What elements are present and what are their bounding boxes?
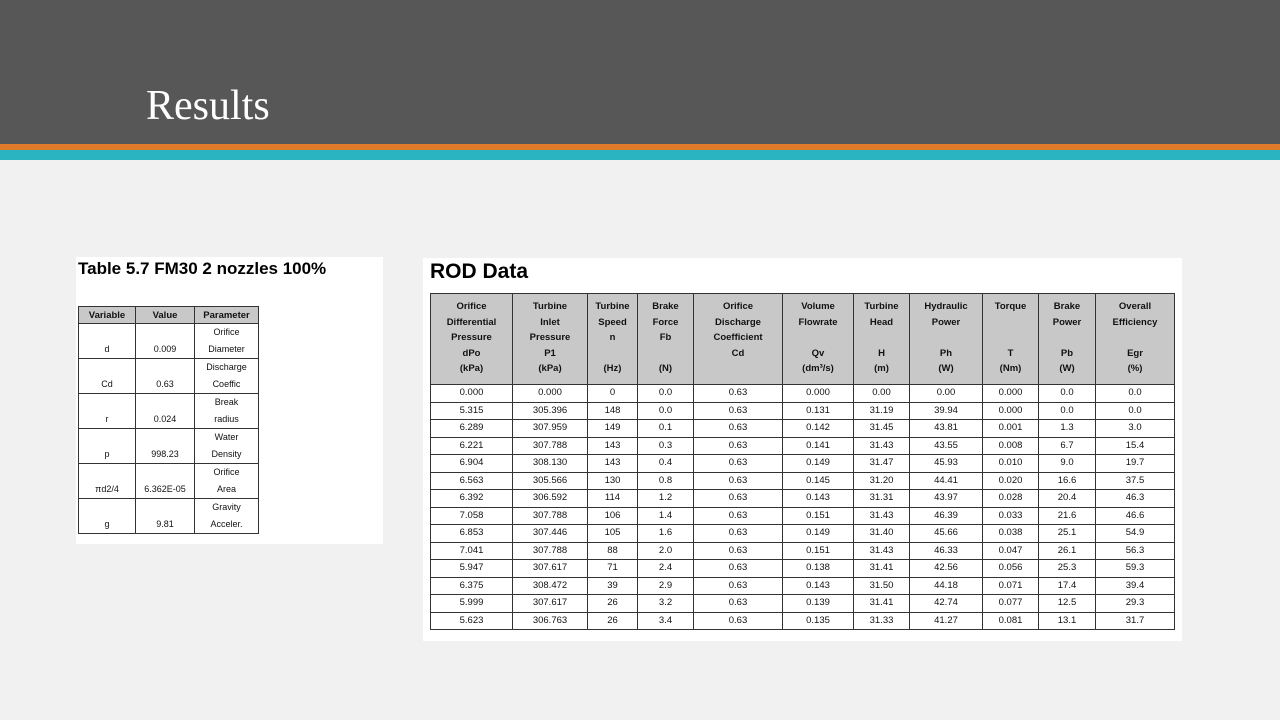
table-cell: 0.8 xyxy=(638,472,694,490)
table-row xyxy=(431,420,1175,438)
table-cell: 31.41 xyxy=(854,560,910,578)
rod-data-caption: ROD Data xyxy=(430,260,529,283)
table-row xyxy=(431,560,1175,578)
table-cell: 0.056 xyxy=(983,560,1039,578)
table-cell: 42.56 xyxy=(910,560,983,578)
parameter-line: Coeffic xyxy=(212,379,241,389)
table-cell: 0.028 xyxy=(983,490,1039,508)
table-cell: 0 xyxy=(588,385,638,403)
table-cell: 3.2 xyxy=(638,595,694,613)
table-cell: 31.33 xyxy=(854,612,910,630)
table-cell: 0.142 xyxy=(783,420,854,438)
table-cell: 5.999 xyxy=(431,595,513,613)
table-cell: 0.000 xyxy=(983,402,1039,420)
table-cell: 26.1 xyxy=(1039,542,1096,560)
parameter-line: Orifice xyxy=(213,467,240,477)
column-header: Turbine Inlet Pressure P1 (kPa) xyxy=(513,294,588,385)
column-header: Hydraulic Power Ph (W) xyxy=(910,294,983,385)
column-header: Brake Power Pb (W) xyxy=(1039,294,1096,385)
variable-cell: d xyxy=(79,324,136,359)
table-cell: 0.143 xyxy=(783,577,854,595)
table-cell: 0.038 xyxy=(983,525,1039,543)
table-cell: 9.0 xyxy=(1039,455,1096,473)
column-header: Variable xyxy=(79,307,136,324)
table-cell: 31.47 xyxy=(854,455,910,473)
table-cell: 0.000 xyxy=(431,385,513,403)
table-row xyxy=(431,525,1175,543)
table-cell: 31.19 xyxy=(854,402,910,420)
table-cell: 0.3 xyxy=(638,437,694,455)
table-cell: 307.788 xyxy=(513,507,588,525)
table-cell: 43.55 xyxy=(910,437,983,455)
table-cell: 0.000 xyxy=(783,385,854,403)
table-cell: 1.6 xyxy=(638,525,694,543)
table-cell: 307.446 xyxy=(513,525,588,543)
parameter-cell xyxy=(195,429,259,464)
table-cell: 0.63 xyxy=(694,525,783,543)
table-row xyxy=(79,324,259,359)
table-cell: 44.18 xyxy=(910,577,983,595)
table-cell: 43.97 xyxy=(910,490,983,508)
parameter-line: Break xyxy=(214,397,239,407)
variables-table-header-row xyxy=(79,307,259,324)
table-cell: 12.5 xyxy=(1039,595,1096,613)
table-cell: 39.4 xyxy=(1096,577,1175,595)
value-cell: 0.024 xyxy=(136,394,195,429)
table-cell: 106 xyxy=(588,507,638,525)
variable-cell: πd2/4 xyxy=(79,464,136,499)
table-cell: 0.00 xyxy=(910,385,983,403)
table-cell: 31.43 xyxy=(854,542,910,560)
table-cell: 0.071 xyxy=(983,577,1039,595)
table-cell: 1.2 xyxy=(638,490,694,508)
table-cell: 0.63 xyxy=(694,577,783,595)
table-cell: 16.6 xyxy=(1039,472,1096,490)
variable-cell: Cd xyxy=(79,359,136,394)
table-cell: 6.7 xyxy=(1039,437,1096,455)
variables-table xyxy=(78,306,259,534)
table-row xyxy=(79,394,259,429)
table-cell: 1.4 xyxy=(638,507,694,525)
table-cell: 5.315 xyxy=(431,402,513,420)
table-cell: 0.151 xyxy=(783,542,854,560)
table-cell: 143 xyxy=(588,455,638,473)
table-cell: 0.077 xyxy=(983,595,1039,613)
table-row xyxy=(431,455,1175,473)
table-cell: 7.058 xyxy=(431,507,513,525)
rod-header-row xyxy=(431,294,1175,385)
table-cell: 0.081 xyxy=(983,612,1039,630)
table-cell: 307.617 xyxy=(513,595,588,613)
table-cell: 39 xyxy=(588,577,638,595)
table-cell: 6.853 xyxy=(431,525,513,543)
table-cell: 148 xyxy=(588,402,638,420)
table-cell: 21.6 xyxy=(1039,507,1096,525)
table-cell: 0.1 xyxy=(638,420,694,438)
table-cell: 149 xyxy=(588,420,638,438)
table-cell: 305.566 xyxy=(513,472,588,490)
table-cell: 0.4 xyxy=(638,455,694,473)
table-row xyxy=(79,464,259,499)
table-cell: 306.763 xyxy=(513,612,588,630)
table-cell: 0.0 xyxy=(1039,385,1096,403)
column-header: Orifice Discharge Coefficient Cd xyxy=(694,294,783,385)
parameter-line: Density xyxy=(211,449,242,459)
table-cell: 0.0 xyxy=(638,402,694,420)
table-cell: 105 xyxy=(588,525,638,543)
table-cell: 0.139 xyxy=(783,595,854,613)
table-cell: 46.3 xyxy=(1096,490,1175,508)
parameter-line: radius xyxy=(214,414,239,424)
table-cell: 46.33 xyxy=(910,542,983,560)
table-cell: 0.000 xyxy=(983,385,1039,403)
table-cell: 3.4 xyxy=(638,612,694,630)
table-cell: 46.6 xyxy=(1096,507,1175,525)
table-cell: 307.788 xyxy=(513,437,588,455)
table-cell: 0.63 xyxy=(694,402,783,420)
table-cell: 0.000 xyxy=(513,385,588,403)
table-row xyxy=(431,595,1175,613)
table-cell: 0.63 xyxy=(694,490,783,508)
table-cell: 3.0 xyxy=(1096,420,1175,438)
table-cell: 2.4 xyxy=(638,560,694,578)
table-cell: 56.3 xyxy=(1096,542,1175,560)
table-cell: 26 xyxy=(588,595,638,613)
table-cell: 41.27 xyxy=(910,612,983,630)
slide-header xyxy=(0,0,1280,144)
table-cell: 0.63 xyxy=(694,437,783,455)
table-cell: 0.138 xyxy=(783,560,854,578)
table-cell: 307.959 xyxy=(513,420,588,438)
parameter-line: Gravity xyxy=(212,502,241,512)
variables-table-caption: Table 5.7 FM30 2 nozzles 100% xyxy=(78,259,327,278)
parameter-line: Area xyxy=(216,484,236,494)
table-cell: 0.020 xyxy=(983,472,1039,490)
table-cell: 54.9 xyxy=(1096,525,1175,543)
table-cell: 17.4 xyxy=(1039,577,1096,595)
table-cell: 0.0 xyxy=(1096,402,1175,420)
table-cell: 6.563 xyxy=(431,472,513,490)
table-cell: 42.74 xyxy=(910,595,983,613)
table-cell: 0.143 xyxy=(783,490,854,508)
parameter-cell xyxy=(195,394,259,429)
table-cell: 0.145 xyxy=(783,472,854,490)
table-cell: 0.149 xyxy=(783,525,854,543)
table-cell: 20.4 xyxy=(1039,490,1096,508)
table-cell: 45.93 xyxy=(910,455,983,473)
table-row xyxy=(431,472,1175,490)
table-cell: 0.63 xyxy=(694,560,783,578)
table-cell: 13.1 xyxy=(1039,612,1096,630)
table-row xyxy=(431,437,1175,455)
column-header: Turbine Speed n (Hz) xyxy=(588,294,638,385)
table-cell: 0.63 xyxy=(694,385,783,403)
table-cell: 15.4 xyxy=(1096,437,1175,455)
table-cell: 6.375 xyxy=(431,577,513,595)
value-cell: 0.009 xyxy=(136,324,195,359)
table-row xyxy=(431,507,1175,525)
table-cell: 0.151 xyxy=(783,507,854,525)
table-cell: 0.001 xyxy=(983,420,1039,438)
table-cell: 0.149 xyxy=(783,455,854,473)
table-cell: 0.63 xyxy=(694,455,783,473)
table-cell: 31.45 xyxy=(854,420,910,438)
table-cell: 6.904 xyxy=(431,455,513,473)
variable-cell: p xyxy=(79,429,136,464)
table-cell: 31.31 xyxy=(854,490,910,508)
table-cell: 6.289 xyxy=(431,420,513,438)
table-cell: 31.43 xyxy=(854,437,910,455)
table-cell: 307.788 xyxy=(513,542,588,560)
table-cell: 0.63 xyxy=(694,595,783,613)
table-row xyxy=(431,542,1175,560)
table-row xyxy=(79,499,259,534)
table-cell: 0.047 xyxy=(983,542,1039,560)
table-cell: 5.947 xyxy=(431,560,513,578)
parameter-line: Water xyxy=(214,432,239,442)
parameter-cell xyxy=(195,359,259,394)
table-cell: 31.41 xyxy=(854,595,910,613)
table-cell: 6.221 xyxy=(431,437,513,455)
rod-data-table xyxy=(430,293,1175,630)
table-cell: 31.7 xyxy=(1096,612,1175,630)
table-cell: 143 xyxy=(588,437,638,455)
table-cell: 0.131 xyxy=(783,402,854,420)
table-cell: 25.1 xyxy=(1039,525,1096,543)
table-cell: 0.63 xyxy=(694,472,783,490)
table-cell: 39.94 xyxy=(910,402,983,420)
parameter-line: Acceler. xyxy=(210,519,243,529)
table-cell: 0.010 xyxy=(983,455,1039,473)
table-cell: 31.43 xyxy=(854,507,910,525)
table-row xyxy=(431,385,1175,403)
table-cell: 31.50 xyxy=(854,577,910,595)
value-cell: 6.362E-05 xyxy=(136,464,195,499)
table-cell: 0.135 xyxy=(783,612,854,630)
table-cell: 0.63 xyxy=(694,507,783,525)
table-cell: 0.63 xyxy=(694,420,783,438)
table-cell: 7.041 xyxy=(431,542,513,560)
table-cell: 0.033 xyxy=(983,507,1039,525)
table-cell: 46.39 xyxy=(910,507,983,525)
table-cell: 307.617 xyxy=(513,560,588,578)
parameter-cell xyxy=(195,324,259,359)
table-cell: 71 xyxy=(588,560,638,578)
rod-data-image xyxy=(423,258,1182,641)
variables-table-image xyxy=(76,257,383,544)
table-cell: 26 xyxy=(588,612,638,630)
table-cell: 88 xyxy=(588,542,638,560)
table-row xyxy=(431,612,1175,630)
value-cell: 998.23 xyxy=(136,429,195,464)
table-cell: 0.00 xyxy=(854,385,910,403)
table-cell: 59.3 xyxy=(1096,560,1175,578)
column-header: Turbine Head H (m) xyxy=(854,294,910,385)
table-cell: 0.008 xyxy=(983,437,1039,455)
table-row xyxy=(79,359,259,394)
table-cell: 0.63 xyxy=(694,612,783,630)
table-cell: 2.0 xyxy=(638,542,694,560)
column-header: Parameter xyxy=(195,307,259,324)
variable-cell: g xyxy=(79,499,136,534)
parameter-line: Orifice xyxy=(213,327,240,337)
value-cell: 9.81 xyxy=(136,499,195,534)
parameter-line: Discharge xyxy=(206,362,247,372)
table-cell: 0.63 xyxy=(694,542,783,560)
table-cell: 25.3 xyxy=(1039,560,1096,578)
table-cell: 114 xyxy=(588,490,638,508)
table-cell: 19.7 xyxy=(1096,455,1175,473)
column-header: Overall Efficiency Egr (%) xyxy=(1096,294,1175,385)
variable-cell: r xyxy=(79,394,136,429)
parameter-cell xyxy=(195,499,259,534)
table-cell: 29.3 xyxy=(1096,595,1175,613)
table-cell: 44.41 xyxy=(910,472,983,490)
table-row xyxy=(431,577,1175,595)
table-cell: 0.0 xyxy=(1096,385,1175,403)
table-cell: 130 xyxy=(588,472,638,490)
table-cell: 45.66 xyxy=(910,525,983,543)
table-cell: 6.392 xyxy=(431,490,513,508)
table-row xyxy=(79,429,259,464)
table-row xyxy=(431,490,1175,508)
table-cell: 0.0 xyxy=(638,385,694,403)
parameter-cell xyxy=(195,464,259,499)
table-cell: 31.40 xyxy=(854,525,910,543)
table-cell: 308.472 xyxy=(513,577,588,595)
table-cell: 1.3 xyxy=(1039,420,1096,438)
table-cell: 0.141 xyxy=(783,437,854,455)
table-cell: 43.81 xyxy=(910,420,983,438)
table-cell: 5.623 xyxy=(431,612,513,630)
column-header: Volume Flowrate Qv (dm³/s) xyxy=(783,294,854,385)
column-header: Orifice Differential Pressure dPo (kPa) xyxy=(431,294,513,385)
parameter-line: Diameter xyxy=(208,344,245,354)
slide-title: Results xyxy=(146,83,270,129)
table-cell: 306.592 xyxy=(513,490,588,508)
table-cell: 305.396 xyxy=(513,402,588,420)
value-cell: 0.63 xyxy=(136,359,195,394)
column-header: Value xyxy=(136,307,195,324)
table-cell: 308.130 xyxy=(513,455,588,473)
column-header: Torque T (Nm) xyxy=(983,294,1039,385)
table-row xyxy=(431,402,1175,420)
teal-stripe xyxy=(0,150,1280,160)
table-cell: 0.0 xyxy=(1039,402,1096,420)
table-cell: 37.5 xyxy=(1096,472,1175,490)
table-cell: 2.9 xyxy=(638,577,694,595)
column-header: Brake Force Fb (N) xyxy=(638,294,694,385)
table-cell: 31.20 xyxy=(854,472,910,490)
